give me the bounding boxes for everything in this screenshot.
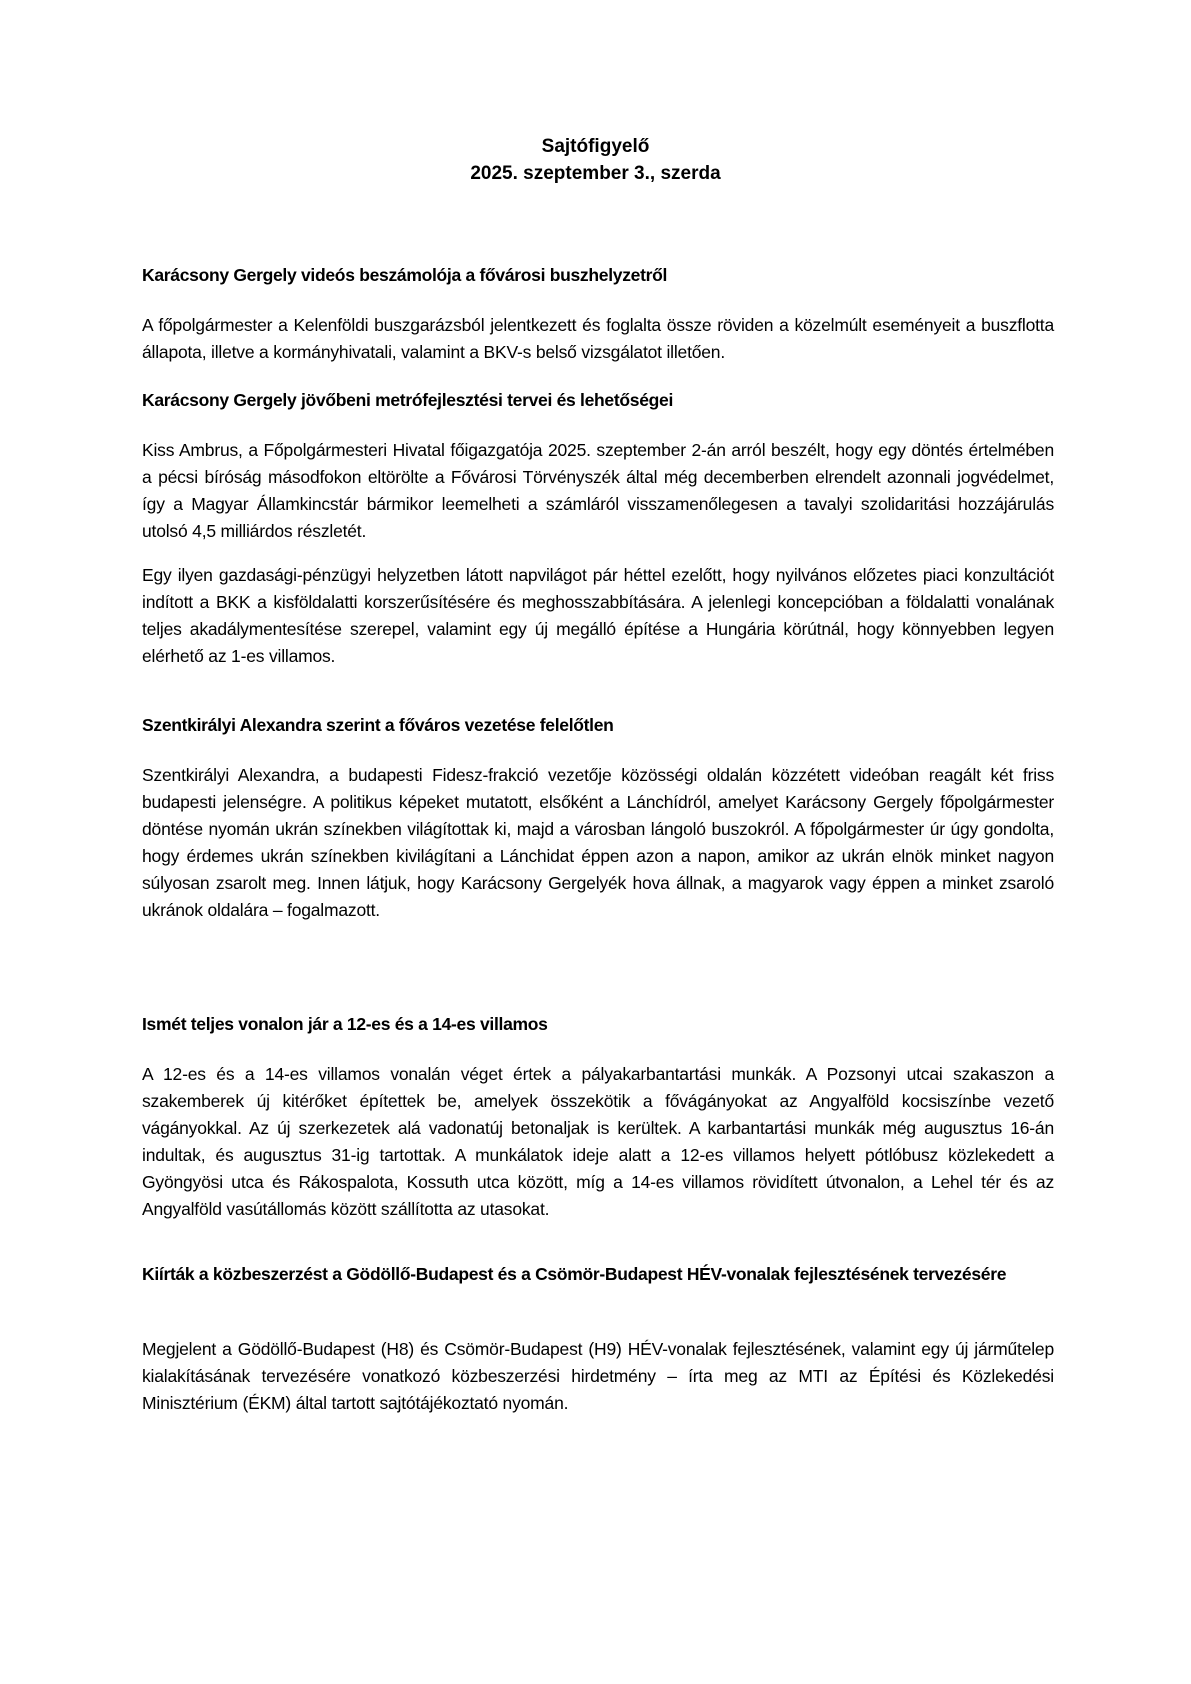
- document-title: Sajtófigyelő: [541, 136, 650, 157]
- article-paragraph: Egy ilyen gazdasági-pénzügyi helyzetben látott napvilágot pár héttel ezelőtt, hogy nyilvános előzetes piaci konzultációt indított a BKK a kisföldalatti korszerűsítésére és meghosszabbítására. A jelenlegi koncepcióban a földalatti vonalának teljes akadálymentesítése szerepel, valamint egy új megálló építése a Hungária körútnál, hogy könnyebben legyen elérhető az 1-es villamos.: [142, 565, 1054, 666]
- article-heading: Ismét teljes vonalon jár a 12-es és a 14-es villamos: [142, 1014, 548, 1034]
- article-heading: Kiírták a közbeszerzést a Gödöllő-Budapest és a Csömör-Budapest HÉV-vonalak fejlesztésének tervezésére: [142, 1264, 1007, 1284]
- article-paragraph: Szentkirályi Alexandra, a budapesti Fidesz-frakció vezetője közösségi oldalán közzétett videóban reagált két friss budapesti jelenségre. A politikus képeket mutatott, elsőként a Lánchídról, amelyet Karácsony Gergely főpolgármester döntése nyomán ukrán színekben világítottak ki, majd a városban lángoló buszokról. A főpolgármester úr úgy gondolta, hogy érdemes ukrán színekben kivilágítani a Lánchidat éppen azon a napon, amikor az ukrán elnök minket nagyon súlyosan zsarolt meg. Innen látjuk, hogy Karácsony Gergelyék hova állnak, a magyarok vagy éppen a minket zsaroló ukránok oldalára – fogalmazott.: [142, 765, 1054, 920]
- article-paragraph: Kiss Ambrus, a Főpolgármesteri Hivatal főigazgatója 2025. szeptember 2-án arról beszélt, hogy egy döntés értelmében a pécsi bíróság másodfokon eltörölte a Fővárosi Törvényszék által még decemberben elrendelt azonnali jogvédelmet, így a Magyar Államkincstár bármikor leemelheti a számláról visszamenőlegesen a tavalyi szolidaritási hozzájárulás utolsó 4,5 milliárdos részletét.: [142, 440, 1054, 541]
- article-paragraph: A 12-es és a 14-es villamos vonalán véget értek a pályakarbantartási munkák. A Pozsonyi utcai szakaszon a szakemberek új kitérőket építettek be, amelyek összekötik a fővágányokat az Angyalföld kocsiszínbe vezető vágányokkal. Az új szerkezetek alá vadonatúj betonaljak is kerültek. A karbantartási munkák még augusztus 16-án indultak, és augusztus 31-ig tartottak. A munkálatok ideje alatt a 12-es villamos helyett pótlóbusz közlekedett a Gyöngyösi utca és Rákospalota, Kossuth utca között, míg a 14-es villamos rövidített útvonalon, a Lehel tér és az Angyalföld vasútállomás között szállította az utasokat.: [142, 1064, 1054, 1219]
- article-heading: Karácsony Gergely jövőbeni metrófejlesztési tervei és lehetőségei: [142, 390, 674, 410]
- article-paragraph: A főpolgármester a Kelenföldi buszgarázsból jelentkezett és foglalta össze röviden a közelmúlt eseményeit a buszflotta állapota, illetve a kormányhivatali, valamint a BKV-s belső vizsgálatot illetően.: [142, 315, 1054, 362]
- article-heading: Szentkirályi Alexandra szerint a főváros vezetése felelőtlen: [142, 715, 614, 735]
- article-heading: Karácsony Gergely videós beszámolója a fővárosi buszhelyzetről: [142, 265, 668, 285]
- article-paragraph: Megjelent a Gödöllő-Budapest (H8) és Csömör-Budapest (H9) HÉV-vonalak fejlesztésének, valamint egy új járműtelep kialakításának tervezésére vonatkozó közbeszerzési hirdetmény – írta meg az MTI az Építési és Közlekedési Minisztérium (ÉKM) által tartott sajtótájékoztató nyomán.: [142, 1339, 1054, 1413]
- document-date: 2025. szeptember 3., szerda: [470, 163, 721, 184]
